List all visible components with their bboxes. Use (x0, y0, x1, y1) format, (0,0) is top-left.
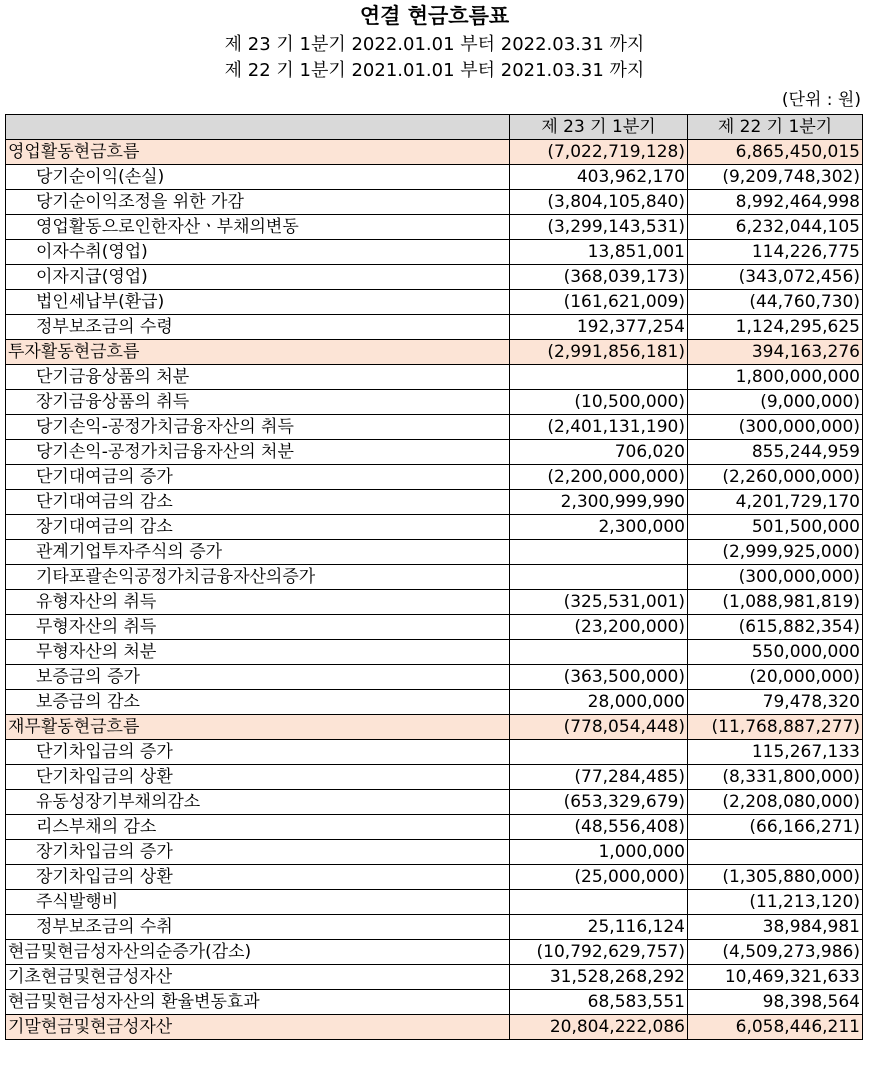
row-value-current: (23,200,000) (510, 615, 688, 640)
table-row (6, 890, 863, 915)
row-value-current: (2,200,000,000) (510, 465, 688, 490)
row-value-prior: (11,213,120) (688, 890, 863, 915)
row-value-prior: 6,058,446,211 (688, 1015, 863, 1040)
row-value-current: (3,804,105,840) (510, 190, 688, 215)
row-label: 단기금융상품의 처분 (6, 365, 510, 390)
row-value-current: (7,022,719,128) (510, 140, 688, 165)
row-value-prior: (66,166,271) (688, 815, 863, 840)
table-row (6, 615, 863, 640)
table-row (6, 640, 863, 665)
table-row (6, 690, 863, 715)
row-value-current: (10,500,000) (510, 390, 688, 415)
row-value-current: 28,000,000 (510, 690, 688, 715)
period-prior: 제 22 기 1분기 2021.01.01 부터 2021.03.31 까지 (224, 60, 645, 81)
table-row (6, 715, 863, 740)
row-value-prior: (2,260,000,000) (688, 465, 863, 490)
row-label: 무형자산의 처분 (6, 640, 510, 665)
row-value-current: 20,804,222,086 (510, 1015, 688, 1040)
table-row (6, 790, 863, 815)
table-row (6, 840, 863, 865)
row-value-prior: 114,226,775 (688, 240, 863, 265)
row-label: 재무활동현금흐름 (6, 715, 510, 740)
row-value-prior: 1,800,000,000 (688, 365, 863, 390)
row-value-current (510, 365, 688, 390)
row-value-current: 68,583,551 (510, 990, 688, 1015)
table-row (6, 765, 863, 790)
row-value-prior: 38,984,981 (688, 915, 863, 940)
row-label: 정부보조금의 수령 (6, 315, 510, 340)
table-row (6, 565, 863, 590)
row-value-current (510, 890, 688, 915)
row-value-prior: 1,124,295,625 (688, 315, 863, 340)
row-value-prior: (8,331,800,000) (688, 765, 863, 790)
table-row (6, 965, 863, 990)
row-value-prior: (11,768,887,277) (688, 715, 863, 740)
table-header-row (6, 115, 863, 140)
table-row (6, 740, 863, 765)
row-value-current: (2,401,131,190) (510, 415, 688, 440)
row-value-current: 192,377,254 (510, 315, 688, 340)
table-row (6, 415, 863, 440)
row-label: 장기대여금의 감소 (6, 515, 510, 540)
row-label: 영업활동으로인한자산ㆍ부채의변동 (6, 215, 510, 240)
row-label: 유동성장기부채의감소 (6, 790, 510, 815)
row-value-current (510, 565, 688, 590)
table-row (6, 940, 863, 965)
row-value-current: (368,039,173) (510, 265, 688, 290)
row-value-current (510, 540, 688, 565)
statement-title: 연결 현금흐름표 (359, 4, 510, 28)
row-value-current: (77,284,485) (510, 765, 688, 790)
table-row (6, 990, 863, 1015)
table-row (6, 440, 863, 465)
row-label: 단기대여금의 감소 (6, 490, 510, 515)
row-value-prior: 79,478,320 (688, 690, 863, 715)
row-value-current: 2,300,000 (510, 515, 688, 540)
row-label: 단기차입금의 증가 (6, 740, 510, 765)
row-label: 보증금의 증가 (6, 665, 510, 690)
row-value-prior: (300,000,000) (688, 565, 863, 590)
table-row (6, 1015, 863, 1040)
row-label: 관계기업투자주식의 증가 (6, 540, 510, 565)
row-value-prior: (343,072,456) (688, 265, 863, 290)
row-value-current: 2,300,999,990 (510, 490, 688, 515)
row-label: 장기차입금의 상환 (6, 865, 510, 890)
row-value-current: (363,500,000) (510, 665, 688, 690)
row-value-prior: (4,509,273,986) (688, 940, 863, 965)
row-label: 당기순이익조정을 위한 가감 (6, 190, 510, 215)
row-value-prior: (9,209,748,302) (688, 165, 863, 190)
row-value-current: (3,299,143,531) (510, 215, 688, 240)
row-label: 기초현금및현금성자산 (6, 965, 510, 990)
row-value-current: (778,054,448) (510, 715, 688, 740)
table-row (6, 165, 863, 190)
table-row (6, 315, 863, 340)
cash-flow-table (5, 114, 863, 1040)
row-label: 당기순이익(손실) (6, 165, 510, 190)
row-value-prior: (20,000,000) (688, 665, 863, 690)
row-label: 단기대여금의 증가 (6, 465, 510, 490)
row-value-prior: 115,267,133 (688, 740, 863, 765)
row-value-prior: 98,398,564 (688, 990, 863, 1015)
table-row (6, 390, 863, 415)
table-row (6, 815, 863, 840)
table-row (6, 265, 863, 290)
table-row (6, 665, 863, 690)
row-value-current: (25,000,000) (510, 865, 688, 890)
row-value-prior (688, 840, 863, 865)
row-label: 영업활동현금흐름 (6, 140, 510, 165)
row-value-current: 706,020 (510, 440, 688, 465)
row-value-current: (2,991,856,181) (510, 340, 688, 365)
header-prior-period: 제 22 기 1분기 (688, 115, 863, 140)
row-label: 리스부채의 감소 (6, 815, 510, 840)
row-value-prior: 10,469,321,633 (688, 965, 863, 990)
row-label: 단기차입금의 상환 (6, 765, 510, 790)
row-value-prior: (300,000,000) (688, 415, 863, 440)
table-row (6, 465, 863, 490)
table-row (6, 540, 863, 565)
row-value-current: (48,556,408) (510, 815, 688, 840)
row-value-prior: 501,500,000 (688, 515, 863, 540)
row-value-prior: 855,244,959 (688, 440, 863, 465)
table-row (6, 140, 863, 165)
row-label: 무형자산의 취득 (6, 615, 510, 640)
row-label: 현금및현금성자산의순증가(감소) (6, 940, 510, 965)
row-value-prior: (1,305,880,000) (688, 865, 863, 890)
header-label-col (6, 115, 510, 140)
row-value-prior: 394,163,276 (688, 340, 863, 365)
row-label: 법인세납부(환급) (6, 290, 510, 315)
table-row (6, 590, 863, 615)
row-value-current: 13,851,001 (510, 240, 688, 265)
table-row (6, 515, 863, 540)
row-value-prior: 550,000,000 (688, 640, 863, 665)
row-label: 유형자산의 취득 (6, 590, 510, 615)
row-label: 당기손익-공정가치금융자산의 취득 (6, 415, 510, 440)
row-value-prior: (2,208,080,000) (688, 790, 863, 815)
row-value-current (510, 740, 688, 765)
row-label: 현금및현금성자산의 환율변동효과 (6, 990, 510, 1015)
row-value-prior: (44,760,730) (688, 290, 863, 315)
row-value-current (510, 640, 688, 665)
row-value-current: (161,621,009) (510, 290, 688, 315)
table-row (6, 340, 863, 365)
table-row (6, 290, 863, 315)
row-value-prior: 4,201,729,170 (688, 490, 863, 515)
period-current: 제 23 기 1분기 2022.01.01 부터 2022.03.31 까지 (224, 34, 645, 55)
row-label: 장기차입금의 증가 (6, 840, 510, 865)
row-value-current: 1,000,000 (510, 840, 688, 865)
row-value-prior: (2,999,925,000) (688, 540, 863, 565)
row-value-prior: 6,232,044,105 (688, 215, 863, 240)
table-row (6, 190, 863, 215)
table-row (6, 215, 863, 240)
row-value-current: 403,962,170 (510, 165, 688, 190)
row-value-prior: (1,088,981,819) (688, 590, 863, 615)
row-label: 정부보조금의 수취 (6, 915, 510, 940)
row-value-current: (653,329,679) (510, 790, 688, 815)
row-value-prior: 8,992,464,998 (688, 190, 863, 215)
header-current-period: 제 23 기 1분기 (510, 115, 688, 140)
table-row (6, 240, 863, 265)
row-label: 이자수취(영업) (6, 240, 510, 265)
row-label: 보증금의 감소 (6, 690, 510, 715)
row-value-current: 25,116,124 (510, 915, 688, 940)
row-value-current: (10,792,629,757) (510, 940, 688, 965)
row-value-current: (325,531,001) (510, 590, 688, 615)
row-value-prior: 6,865,450,015 (688, 140, 863, 165)
table-row (6, 865, 863, 890)
row-label: 장기금융상품의 취득 (6, 390, 510, 415)
row-label: 주식발행비 (6, 890, 510, 915)
table-row (6, 365, 863, 390)
row-value-current: 31,528,268,292 (510, 965, 688, 990)
row-label: 당기손익-공정가치금융자산의 처분 (6, 440, 510, 465)
row-label: 기타포괄손익공정가치금융자산의증가 (6, 565, 510, 590)
unit-label: (단위 : 원) (781, 90, 861, 110)
table-row (6, 915, 863, 940)
row-value-prior: (9,000,000) (688, 390, 863, 415)
row-label: 이자지급(영업) (6, 265, 510, 290)
table-row (6, 490, 863, 515)
row-label: 기말현금및현금성자산 (6, 1015, 510, 1040)
row-value-prior: (615,882,354) (688, 615, 863, 640)
row-label: 투자활동현금흐름 (6, 340, 510, 365)
